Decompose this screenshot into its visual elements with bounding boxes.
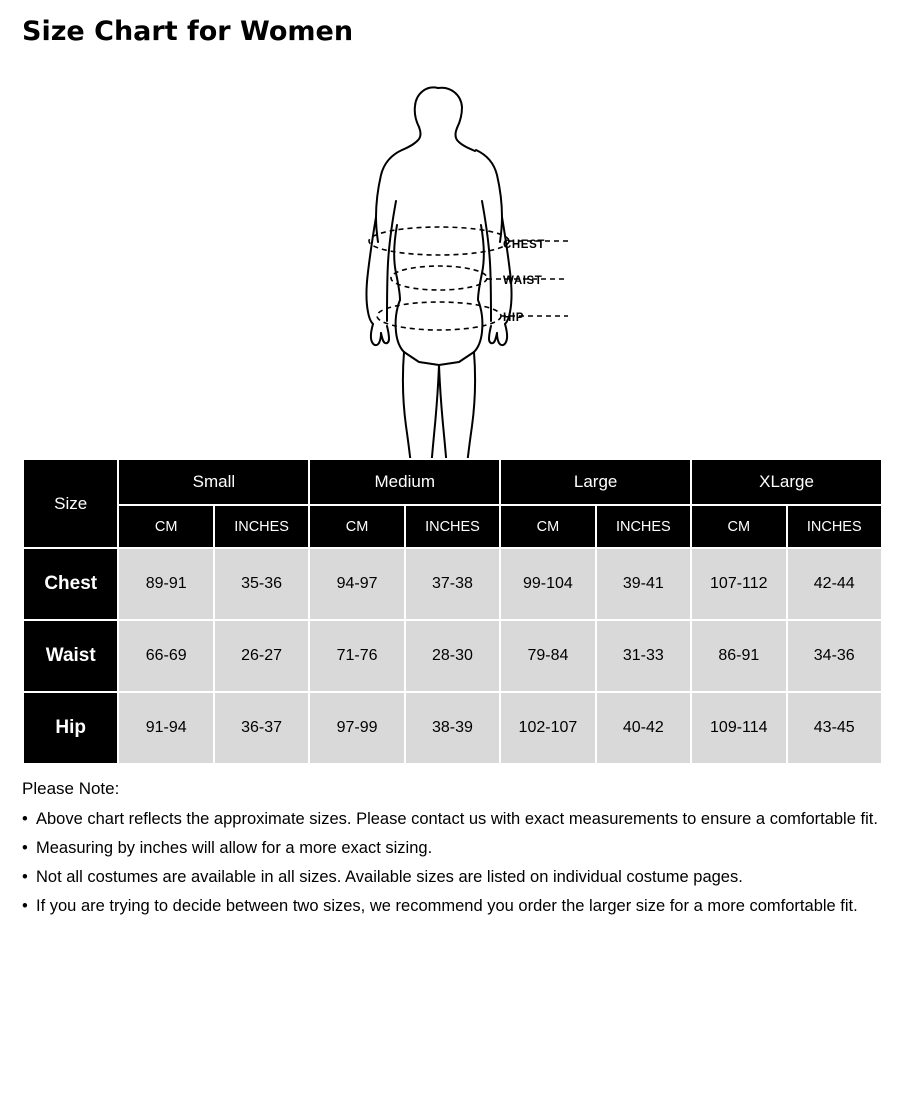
header-size-small: Small [118,459,309,505]
bullet-icon: • [22,838,28,857]
header-unit-inches-small: INCHES [214,505,309,548]
header-unit-cm-medium: CM [309,505,404,548]
notes-heading: Please Note: [22,779,120,798]
female-body-outline-icon [300,53,600,458]
cell-chest-small-in: 35-36 [214,548,309,620]
cell-hip-medium-cm: 97-99 [309,692,404,764]
cell-hip-xlarge-in: 43-45 [787,692,883,764]
note-text: Not all costumes are available in all sizes. Available sizes are listed on individual costume pages. [36,867,743,886]
cell-chest-xlarge-in: 42-44 [787,548,883,620]
size-table [22,458,883,765]
label-chest: CHEST [503,239,545,251]
table-row [23,620,882,692]
cell-hip-xlarge-cm: 109-114 [691,692,786,764]
header-size-medium: Medium [309,459,500,505]
header-unit-inches-large: INCHES [596,505,691,548]
header-unit-cm-xlarge: CM [691,505,786,548]
cell-hip-small-cm: 91-94 [118,692,213,764]
cell-waist-medium-in: 28-30 [405,620,500,692]
cell-chest-xlarge-cm: 107-112 [691,548,786,620]
cell-waist-small-cm: 66-69 [118,620,213,692]
notes-section [22,779,890,921]
table-row [23,548,882,620]
cell-chest-large-cm: 99-104 [500,548,595,620]
bullet-icon: • [22,896,28,915]
row-label-waist: Waist [23,620,118,692]
table-header-row-units [23,505,882,548]
row-label-chest: Chest [23,548,118,620]
table-row [23,692,882,764]
header-unit-inches-xlarge: INCHES [787,505,883,548]
bullet-icon: • [22,810,28,828]
header-size: Size [23,459,118,548]
cell-hip-large-in: 40-42 [596,692,691,764]
cell-chest-medium-in: 37-38 [405,548,500,620]
list-item [22,863,890,892]
cell-hip-small-in: 36-37 [214,692,309,764]
cell-waist-large-cm: 79-84 [500,620,595,692]
header-size-large: Large [500,459,691,505]
cell-waist-medium-cm: 71-76 [309,620,404,692]
list-item [22,834,890,863]
note-text: Measuring by inches will allow for a more exact sizing. [36,838,433,857]
list-item [22,892,890,921]
cell-waist-xlarge-cm: 86-91 [691,620,786,692]
cell-chest-large-in: 39-41 [596,548,691,620]
size-chart-page [0,16,905,1096]
header-unit-inches-medium: INCHES [405,505,500,548]
header-unit-cm-small: CM [118,505,213,548]
cell-chest-medium-cm: 94-97 [309,548,404,620]
body-diagram [0,53,905,458]
bullet-icon: • [22,867,28,886]
header-unit-cm-large: CM [500,505,595,548]
label-waist: WAIST [503,275,543,287]
cell-hip-medium-in: 38-39 [405,692,500,764]
cell-waist-small-in: 26-27 [214,620,309,692]
note-text: If you are trying to decide between two sizes, we recommend you order the larger size for a more comfortable fit. [36,896,858,915]
page-title: Size Chart for Women [22,16,354,47]
cell-hip-large-cm: 102-107 [500,692,595,764]
header-size-xlarge: XLarge [691,459,882,505]
cell-chest-small-cm: 89-91 [118,548,213,620]
row-label-hip: Hip [23,692,118,764]
table-header-row-sizes [23,459,882,505]
list-item [22,805,890,834]
note-text: Above chart reflects the approximate sizes. Please contact us with exact measurements to ensure a comfortable fit. [36,810,878,828]
label-hip: HIP [503,312,524,324]
cell-waist-large-in: 31-33 [596,620,691,692]
cell-waist-xlarge-in: 34-36 [787,620,883,692]
